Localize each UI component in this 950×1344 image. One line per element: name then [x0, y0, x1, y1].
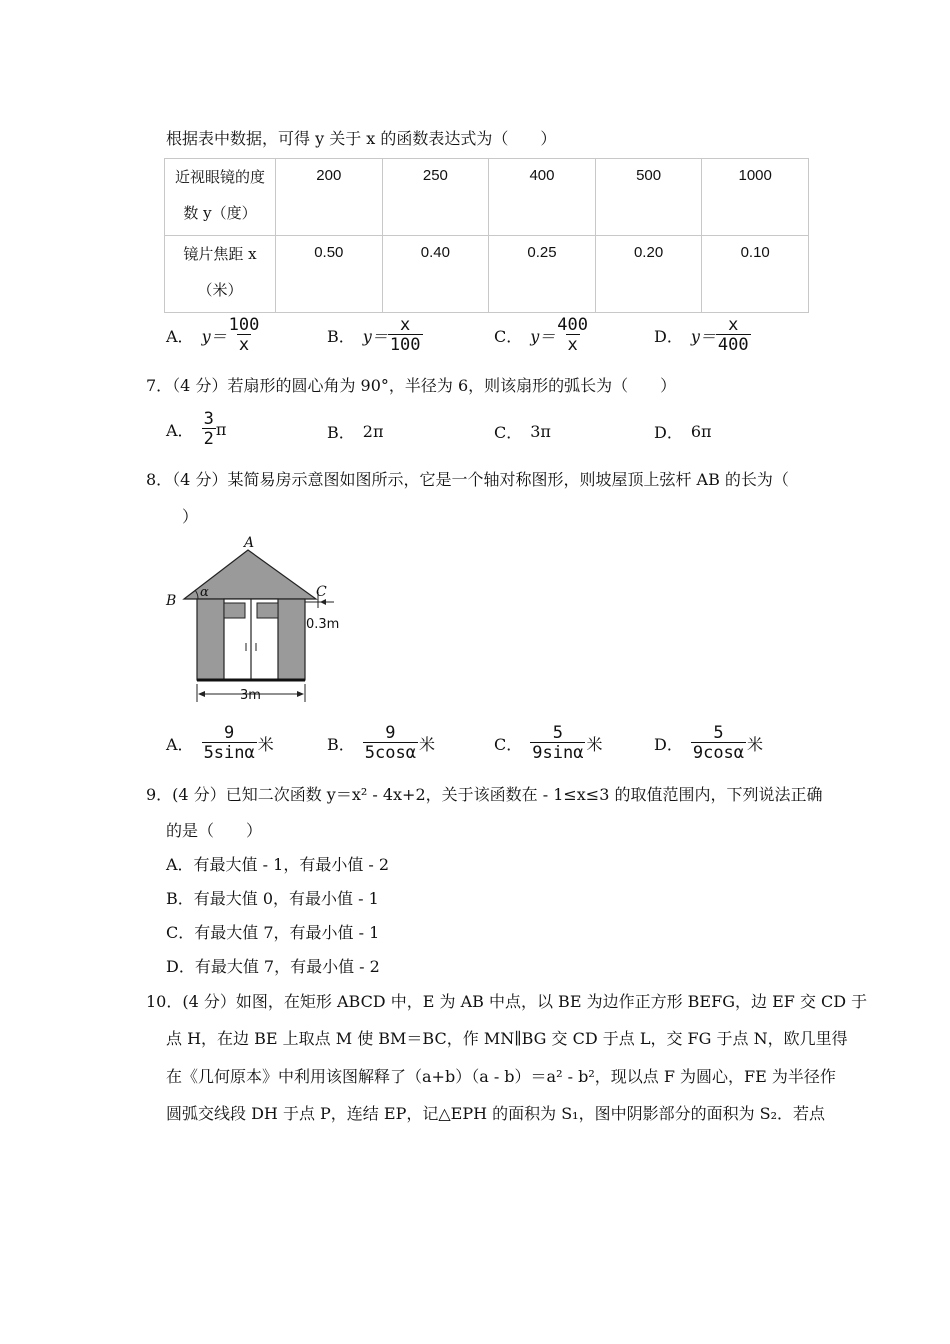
- label-alpha: α: [200, 585, 209, 600]
- fraction: $\frac{3}{2}$: [203, 409, 214, 449]
- data-table: [164, 158, 809, 313]
- table-cell: 400: [489, 159, 596, 236]
- q10-line: 在《几何原本》中利用该图解释了（a+b）（a - b）＝a² - b²，现以点 F 为圆心，FE 为半径作: [166, 1067, 836, 1086]
- q6-option-c[interactable]: C． y＝ $\frac{400}{x}$: [494, 315, 589, 355]
- table-cell: 0.50: [276, 236, 383, 313]
- q9-option-a[interactable]: A．有最大值 - 1，有最小值 - 2: [166, 855, 390, 874]
- q8-option-b[interactable]: B． $\frac{9}{5\cos\alpha}$ 米: [327, 723, 435, 763]
- label-3m: 3m: [240, 688, 261, 703]
- q9-option-c[interactable]: C．有最大值 7，有最小值 - 1: [166, 923, 380, 942]
- q7-option-a[interactable]: A． $\frac{3}{2}$ π: [166, 409, 227, 449]
- table-row-header: 镜片焦距 x （米）: [165, 236, 276, 313]
- fraction: $\frac{9}{5\sin\alpha}$: [203, 723, 255, 763]
- label-0-3m: 0.3m: [306, 617, 340, 632]
- q9-option-d[interactable]: D．有最大值 7，有最小值 - 2: [166, 957, 380, 976]
- fraction: $\frac{5}{9\sin\alpha}$: [532, 723, 584, 763]
- q6-option-a[interactable]: A． y＝ $\frac{100}{x}$: [166, 315, 260, 355]
- q10-line: 10．(4 分）如图，在矩形 ABCD 中，E 为 AB 中点，以 BE 为边作正方形 BEFG，边 EF 交 CD 于: [146, 992, 868, 1011]
- q6-option-d[interactable]: D． y＝ $\frac{x}{400}$: [654, 315, 749, 355]
- table-cell: 0.40: [382, 236, 489, 313]
- fraction: $\frac{9}{5\cos\alpha}$: [364, 723, 416, 763]
- table-cell: 0.20: [595, 236, 702, 313]
- q7-option-c[interactable]: C． 3π: [494, 422, 551, 442]
- q9-stem-line2: 的是（ ）: [166, 821, 263, 840]
- q6-option-b[interactable]: B． y＝ $\frac{x}{100}$: [327, 315, 421, 355]
- q7-option-b[interactable]: B． 2π: [327, 422, 384, 442]
- table-cell: 1000: [702, 159, 809, 236]
- table-row: [165, 159, 809, 236]
- label-c: C: [316, 584, 327, 600]
- q10-line: 圆弧交线段 DH 于点 P，连结 EP，记△EPH 的面积为 S₁，图中阴影部分的面积为 S₂．若点: [166, 1104, 826, 1123]
- q9-option-b[interactable]: B．有最大值 0，有最小值 - 1: [166, 889, 379, 908]
- table-cell: 500: [595, 159, 702, 236]
- label-a: A: [244, 535, 255, 551]
- fraction: $\frac{5}{9\cos\alpha}$: [692, 723, 745, 763]
- q10-line: 点 H，在边 BE 上取点 M 使 BM＝BC，作 MN∥BG 交 CD 于点 L，交 FG 于点 N，欧几里得: [166, 1029, 848, 1048]
- table-cell: 200: [276, 159, 383, 236]
- q7-stem: 7．（4 分）若扇形的圆心角为 90°，半径为 6，则该扇形的弧长为（ ）: [146, 376, 677, 395]
- table-cell: 0.25: [489, 236, 596, 313]
- house-figure: [160, 530, 360, 710]
- table-row: [165, 236, 809, 313]
- q8-stem-line1: 8．（4 分）某简易房示意图如图所示，它是一个轴对称图形，则坡屋顶上弦杆 AB 的长为（: [146, 470, 789, 489]
- q8-stem-line2: ）: [182, 507, 199, 526]
- q8-option-a[interactable]: A． $\frac{9}{5\sin\alpha}$ 米: [166, 723, 274, 763]
- fraction: $\frac{x}{100}$: [389, 315, 421, 355]
- q8-option-d[interactable]: D． $\frac{5}{9\cos\alpha}$ 米: [654, 723, 764, 763]
- q7-option-d[interactable]: D． 6π: [654, 422, 712, 442]
- fraction: $\frac{100}{x}$: [228, 315, 260, 355]
- intro-text: 根据表中数据，可得 y 关于 x 的函数表达式为（ ）: [166, 129, 557, 148]
- table-cell: 250: [382, 159, 489, 236]
- fraction: $\frac{x}{400}$: [717, 315, 749, 355]
- q9-stem-line1: 9．(4 分）已知二次函数 y＝x² - 4x+2，关于该函数在 - 1≤x≤3 的取值范围内，下列说法正确: [146, 785, 823, 804]
- fraction: $\frac{400}{x}$: [557, 315, 589, 355]
- label-b: B: [166, 593, 177, 609]
- q8-option-c[interactable]: C． $\frac{5}{9\sin\alpha}$ 米: [494, 723, 603, 763]
- table-cell: 0.10: [702, 236, 809, 313]
- table-row-header: 近视眼镜的度 数 y（度）: [165, 159, 276, 236]
